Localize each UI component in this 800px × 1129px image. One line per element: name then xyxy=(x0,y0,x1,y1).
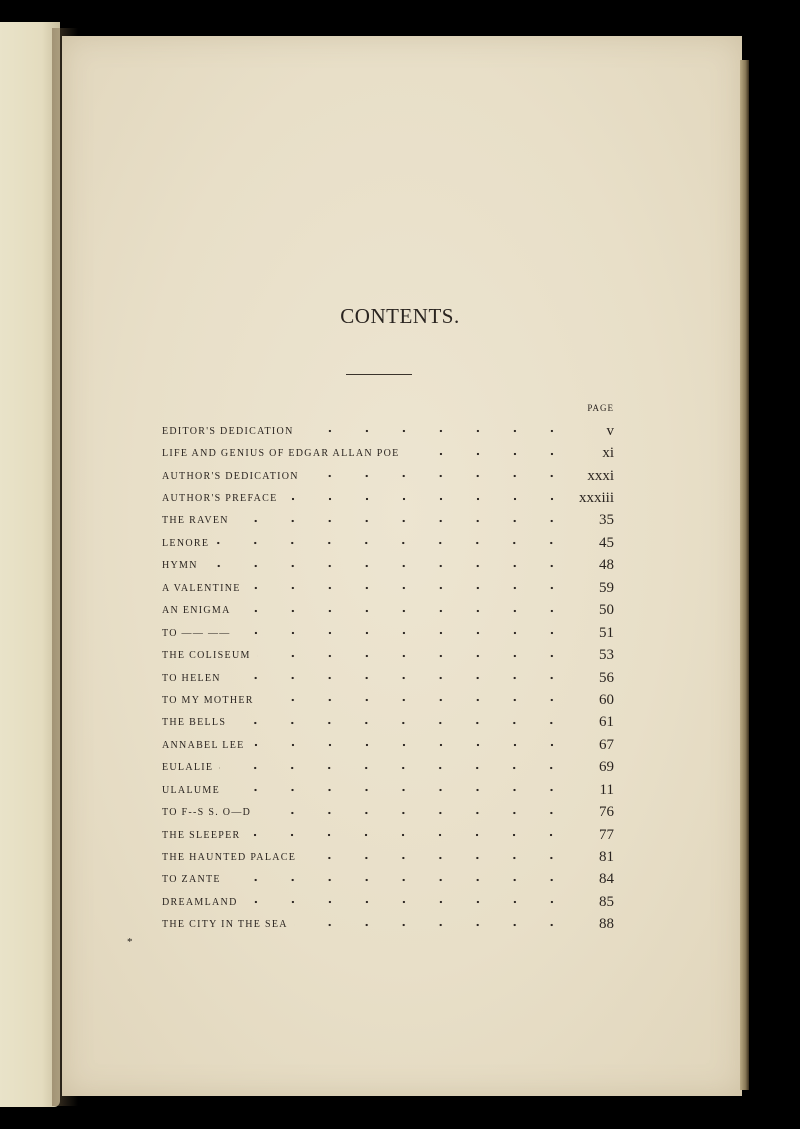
entry-page-number: 11 xyxy=(599,781,614,798)
entry-page-number: 84 xyxy=(599,871,614,888)
contents-entry xyxy=(162,734,614,756)
entry-page-number: 35 xyxy=(599,512,614,529)
dot-leader xyxy=(246,824,570,846)
entry-page-number: 77 xyxy=(599,826,614,843)
entry-page-number: 67 xyxy=(599,736,614,753)
entry-page-number: 59 xyxy=(599,579,614,596)
dot-leader xyxy=(219,757,570,779)
contents-list xyxy=(162,420,614,936)
signature-mark: * xyxy=(127,936,133,948)
entry-title: AUTHOR'S PREFACE xyxy=(162,493,278,505)
entry-title: A VALENTINE xyxy=(162,582,241,594)
entry-title: AN ENIGMA xyxy=(162,605,231,617)
entry-title: LENORE xyxy=(162,537,210,549)
contents-entry xyxy=(162,532,614,554)
dot-leader xyxy=(215,532,570,554)
entry-page-number: 56 xyxy=(599,669,614,686)
contents-entry xyxy=(162,465,614,487)
entry-title: AUTHOR'S DEDICATION xyxy=(162,470,299,482)
dot-leader xyxy=(251,734,570,756)
dot-leader xyxy=(235,510,570,532)
entry-page-number: 81 xyxy=(599,849,614,866)
dot-leader xyxy=(244,891,570,913)
contents-entry xyxy=(162,712,614,734)
dot-leader xyxy=(237,600,570,622)
dot-leader xyxy=(247,577,570,599)
contents-entry xyxy=(162,824,614,846)
dot-leader xyxy=(284,488,571,510)
entry-title: EDITOR'S DEDICATION xyxy=(162,425,294,437)
dot-leader xyxy=(406,443,570,465)
dot-leader xyxy=(227,869,570,891)
entry-page-number: 85 xyxy=(599,893,614,910)
contents-entry xyxy=(162,914,614,936)
entry-title: ANNABEL LEE xyxy=(162,739,245,751)
dot-leader xyxy=(237,622,570,644)
page-column-label: PAGE xyxy=(587,403,614,413)
dot-leader xyxy=(302,847,570,869)
dot-leader xyxy=(260,689,570,711)
entry-title: THE SLEEPER xyxy=(162,829,241,841)
entry-title: TO HELEN xyxy=(162,672,221,684)
contents-entry xyxy=(162,779,614,801)
entry-page-number: 50 xyxy=(599,602,614,619)
contents-entry xyxy=(162,622,614,644)
dot-leader xyxy=(305,465,570,487)
contents-entry xyxy=(162,442,614,464)
contents-entry xyxy=(162,801,614,823)
entry-title: THE HAUNTED PALACE xyxy=(162,852,297,864)
page-block-edge xyxy=(740,60,749,1090)
dot-leader xyxy=(226,779,570,801)
dot-leader xyxy=(294,914,570,936)
entry-title: TO —— —— xyxy=(162,627,231,639)
contents-entry xyxy=(162,577,614,599)
contents-entry xyxy=(162,555,614,577)
contents-entry xyxy=(162,667,614,689)
contents-entry xyxy=(162,891,614,913)
entry-title: TO MY MOTHER xyxy=(162,694,254,706)
entry-title: TO ZANTE xyxy=(162,874,221,886)
entry-page-number: 88 xyxy=(599,916,614,933)
entry-page-number: xi xyxy=(602,445,614,462)
contents-entry xyxy=(162,600,614,622)
entry-title: ULALUME xyxy=(162,784,220,796)
entry-page-number: xxxi xyxy=(587,467,614,484)
dot-leader xyxy=(227,667,570,689)
entry-title: THE BELLS xyxy=(162,717,227,729)
contents-heading: CONTENTS. xyxy=(340,304,460,328)
dot-leader xyxy=(300,420,570,442)
contents-entry xyxy=(162,510,614,532)
entry-page-number: 51 xyxy=(599,624,614,641)
entry-page-number: 69 xyxy=(599,759,614,776)
entry-title: TO F--S S. O—D xyxy=(162,807,252,819)
entry-title: THE CITY IN THE SEA xyxy=(162,919,288,931)
contents-entry xyxy=(162,420,614,442)
entry-title: DREAMLAND xyxy=(162,896,238,908)
entry-title: THE RAVEN xyxy=(162,515,229,527)
entry-page-number: 61 xyxy=(599,714,614,731)
dot-leader xyxy=(257,802,570,824)
entry-page-number: 48 xyxy=(599,557,614,574)
entry-page-number: 53 xyxy=(599,647,614,664)
contents-entry xyxy=(162,846,614,868)
contents-entry xyxy=(162,644,614,666)
entry-page-number: v xyxy=(606,422,614,439)
entry-title: HYMN xyxy=(162,560,198,572)
entry-page-number: 45 xyxy=(599,534,614,551)
dot-leader xyxy=(257,645,570,667)
entry-page-number: 76 xyxy=(599,804,614,821)
contents-entry xyxy=(162,487,614,509)
dot-leader xyxy=(204,555,570,577)
entry-page-number: 60 xyxy=(599,691,614,708)
contents-entry xyxy=(162,689,614,711)
entry-title: LIFE AND GENIUS OF EDGAR ALLAN POE xyxy=(162,448,400,460)
contents-entry xyxy=(162,757,614,779)
heading-rule xyxy=(346,374,412,375)
facing-page-edge xyxy=(0,22,60,1107)
dot-leader xyxy=(232,712,570,734)
entry-page-number: xxxiii xyxy=(578,490,614,507)
entry-title: THE COLISEUM xyxy=(162,650,251,662)
contents-entry xyxy=(162,869,614,891)
entry-title: EULALIE xyxy=(162,762,214,774)
